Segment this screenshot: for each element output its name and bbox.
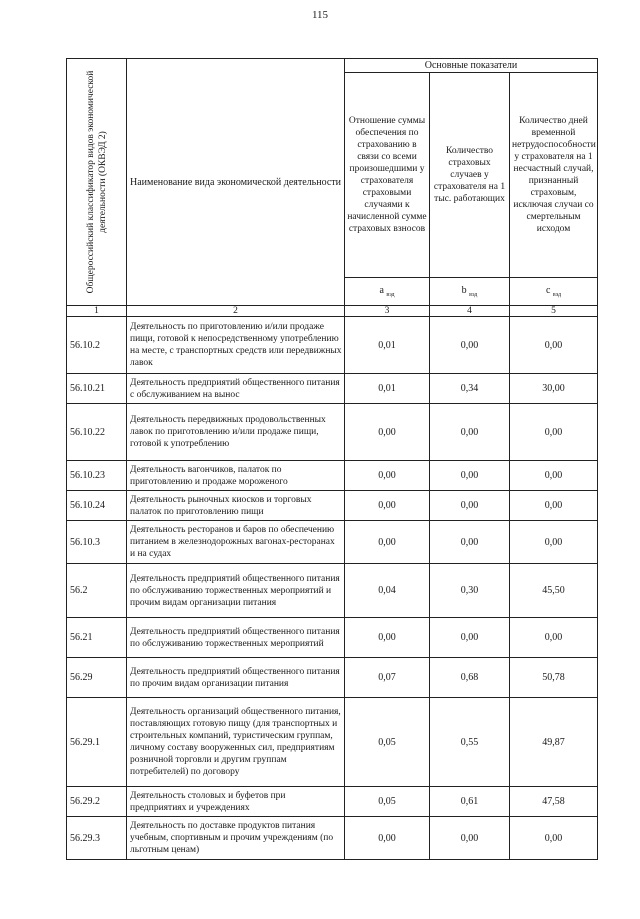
row-value-a: 0,00 [345,618,430,658]
row-value-a: 0,01 [345,317,430,374]
row-value-b: 0,00 [430,521,510,564]
row-value-b: 0,00 [430,461,510,491]
row-value-c: 0,00 [510,491,598,521]
row-name: Деятельность по доставке продуктов питания учебным, спортивным и прочим учреждениям (по льготным ценам) [127,817,345,860]
row-value-c: 0,00 [510,817,598,860]
row-value-a: 0,00 [345,817,430,860]
column-numbers-row [67,306,598,317]
row-name: Деятельность передвижных продовольственных лавок по приготовлению и/или продаже пищи, готовой к употреблению [127,404,345,461]
col-number-1: 1 [67,306,127,317]
row-value-b: 0,00 [430,491,510,521]
table-row [67,374,598,404]
row-value-a: 0,00 [345,521,430,564]
symbol-a: a $_{вэд}$ [345,277,430,305]
row-value-a: 0,05 [345,698,430,787]
col-number-5: 5 [510,306,598,317]
table-row [67,461,598,491]
row-value-c: 0,00 [510,404,598,461]
row-code: 56.29 [67,658,127,698]
row-code: 56.29.2 [67,787,127,817]
row-value-c: 50,78 [510,658,598,698]
table-row [67,698,598,787]
table-row [67,491,598,521]
row-value-a: 0,00 [345,491,430,521]
row-code: 56.21 [67,618,127,658]
row-value-b: 0,61 [430,787,510,817]
row-name: Деятельность предприятий общественного питания по прочим видам организации питания [127,658,345,698]
row-name: Деятельность предприятий общественного питания с обслуживанием на вынос [127,374,345,404]
row-value-c: 49,87 [510,698,598,787]
row-name: Деятельность по приготовлению и/или продаже пищи, готовой к непосредственному употреблению на месте, с транспортных средств или передвижных лавок [127,317,345,374]
row-code: 56.10.3 [67,521,127,564]
table-row [67,817,598,860]
activity-name-header: Наименование вида экономической деятельности [127,59,345,306]
col-number-4: 4 [430,306,510,317]
table-row [67,521,598,564]
row-value-c: 0,00 [510,521,598,564]
row-value-a: 0,01 [345,374,430,404]
table-row [67,658,598,698]
okved-header-text: Общероссийский классификатор видов экономической деятельности (ОКВЭД 2) [85,70,108,294]
row-value-b: 0,00 [430,404,510,461]
row-value-c: 45,50 [510,564,598,618]
row-value-b: 0,55 [430,698,510,787]
col-number-3: 3 [345,306,430,317]
col-number-2: 2 [127,306,345,317]
row-name: Деятельность предприятий общественного питания по обслуживанию торжественных мероприятий [127,618,345,658]
symbol-b: b $_{вэд}$ [430,277,510,305]
row-value-a: 0,07 [345,658,430,698]
row-name: Деятельность вагончиков, палаток по приготовлению и продаже мороженого [127,461,345,491]
row-value-a: 0,04 [345,564,430,618]
main-indicators-header: Основные показатели [345,59,598,73]
table-row [67,618,598,658]
table-row [67,564,598,618]
table-row [67,787,598,817]
row-code: 56.29.1 [67,698,127,787]
row-value-b: 0,00 [430,317,510,374]
row-value-a: 0,00 [345,404,430,461]
row-value-b: 0,68 [430,658,510,698]
row-value-b: 0,34 [430,374,510,404]
row-code: 56.2 [67,564,127,618]
row-name: Деятельность организаций общественного питания, поставляющих готовую пищу (для транспортных и строительных компаний, туристическим группам, личному составу вооруженных сил, предприятиям розничной торговли и другим группам потребителей) по договору [127,698,345,787]
row-code: 56.10.22 [67,404,127,461]
table-row [67,317,598,374]
row-code: 56.29.3 [67,817,127,860]
row-value-b: 0,30 [430,564,510,618]
col-a-header: Отношение суммы обеспечения по страхованию в связи со всеми произошедшими у страхователя страховыми случаями к начисленной сумме страховых взносов [345,73,430,278]
row-value-c: 0,00 [510,618,598,658]
row-name: Деятельность рыночных киосков и торговых палаток по приготовлению пищи [127,491,345,521]
row-name: Деятельность ресторанов и баров по обеспечению питанием в железнодорожных вагонах-ресторанах и на судах [127,521,345,564]
indicators-table [66,58,598,860]
row-value-c: 0,00 [510,317,598,374]
row-value-a: 0,00 [345,461,430,491]
okved-header [67,59,127,306]
table-row [67,404,598,461]
row-code: 56.10.23 [67,461,127,491]
row-code: 56.10.2 [67,317,127,374]
row-value-c: 0,00 [510,461,598,491]
col-c-header: Количество дней временной нетрудоспособности у страхователя на 1 несчастный случай, признанный страховым, исключая случаи со смертельным исходом [510,73,598,278]
col-b-header: Количество страховых случаев у страхователя на 1 тыс. работающих [430,73,510,278]
row-code: 56.10.24 [67,491,127,521]
page-number: 115 [311,9,329,21]
row-value-b: 0,00 [430,618,510,658]
row-code: 56.10.21 [67,374,127,404]
symbol-c: c $_{вэд}$ [510,277,598,305]
row-value-a: 0,05 [345,787,430,817]
row-value-c: 30,00 [510,374,598,404]
row-value-b: 0,00 [430,817,510,860]
row-name: Деятельность предприятий общественного питания по обслуживанию торжественных мероприятий и прочим видам организации питания [127,564,345,618]
row-name: Деятельность столовых и буфетов при предприятиях и учреждениях [127,787,345,817]
row-value-c: 47,58 [510,787,598,817]
